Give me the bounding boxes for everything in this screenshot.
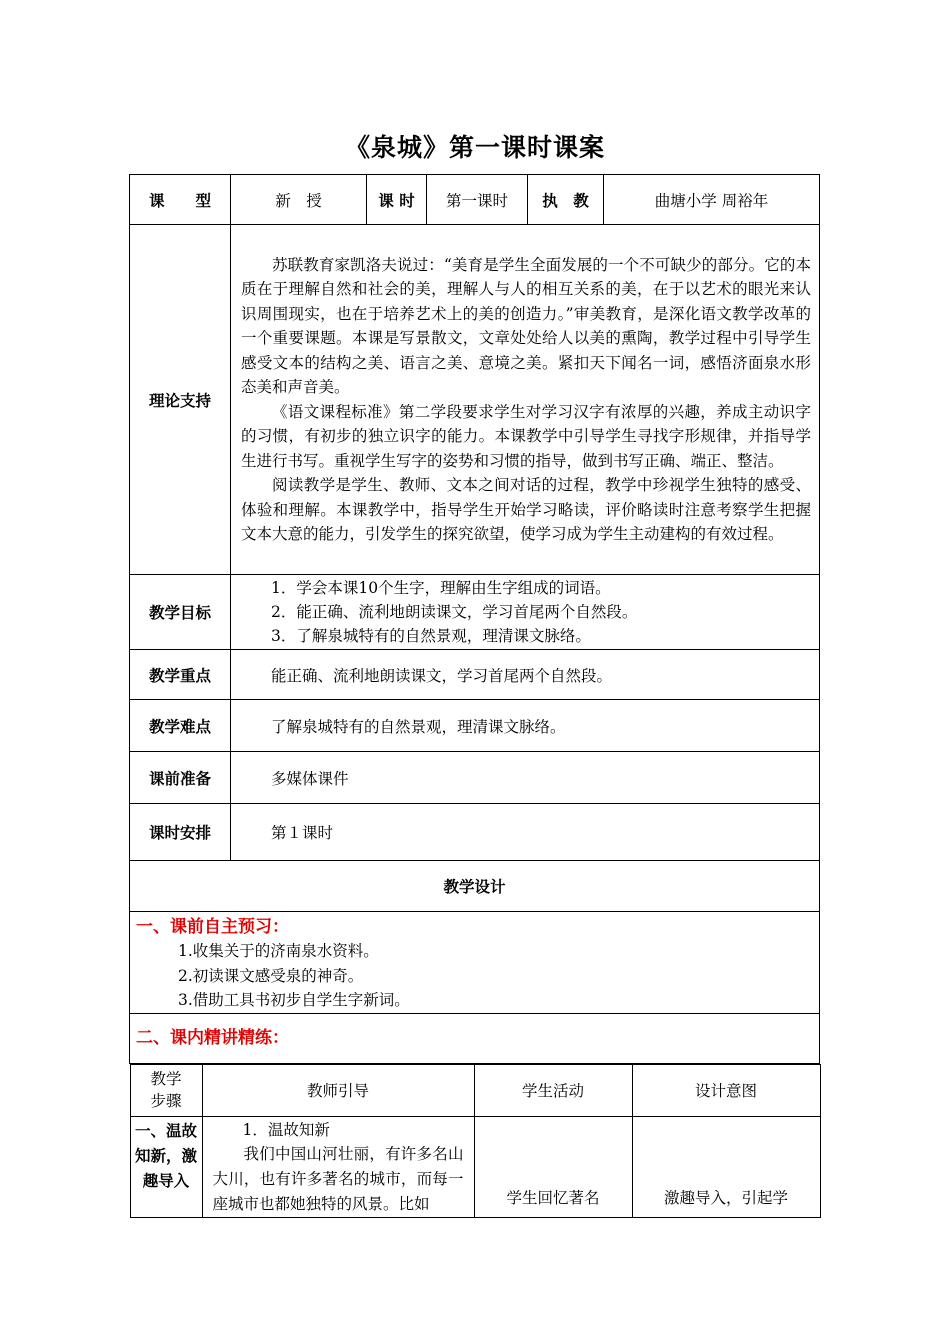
section-two-cell: [130, 1013, 820, 1063]
goal-item: 3．了解泉城特有的自然景观，理清课文脉络。: [271, 627, 591, 645]
goals-content: [231, 575, 820, 650]
preview-item: 2.初读课文感受泉的神奇。: [178, 966, 364, 985]
col-student-header: 学生活动: [474, 1064, 632, 1116]
preparation-label: 课前准备: [130, 752, 231, 804]
section-two-title: 二、课内精讲精练：: [136, 1028, 289, 1048]
schedule-label: 课时安排: [130, 804, 231, 861]
document-title: 《泉城》第一课时课案: [344, 133, 605, 162]
theory-paragraph: 苏联教育家凯洛夫说过：“美育是学生全面发展的一个不可缺少的部分。它的本质在于理解自然和社会的美，理解人与人的相互关系的美，在于以艺术的眼光来认识周围现实，也在于培养艺术上的美的创造力。”审美教育，是深化语文教学改革的一个重要课题。本课是写景散文，文章处处给人以美的熏陶，教学过程中引导学生感受文本的结构之美、语言之美、意境之美。紧扣天下闻名一词，感悟济面泉水形态美和声音美。: [241, 255, 811, 396]
step-one-intent: 激趣导入，引起学: [632, 1116, 820, 1218]
preview-item: 3.借助工具书初步自学生字新词。: [178, 991, 410, 1009]
difficulty-row: [130, 700, 820, 752]
preparation-value: 多媒体课件: [231, 752, 820, 804]
col-teacher-header: 教师引导: [202, 1064, 474, 1116]
teacher-value: 曲塘小学 周裕年: [604, 175, 820, 225]
steps-container: [130, 1063, 820, 1218]
difficulty-label: 教学难点: [130, 700, 231, 752]
steps-header-row: [130, 1064, 820, 1116]
goal-item: 1．学会本课10个生字，理解由生字组成的词语。: [271, 579, 611, 597]
col-step-header: 教学步骤: [130, 1064, 202, 1116]
col-intent-header: 设计意图: [632, 1064, 820, 1116]
step-one-teacher: [202, 1116, 474, 1218]
theory-paragraph: 《语文课程标准》第二学段要求学生对学习汉字有浓厚的兴趣，养成主动识字的习惯，有初步的独立识字的能力。本课教学中引导学生寻找字形规律，并指导学生进行书写。重视学生写字的姿势和习惯的指导，做到书写正确、端正、整洁。: [241, 402, 811, 470]
step-one-row: [130, 1116, 820, 1218]
difficulty-value: 了解泉城特有的自然景观，理清课文脉络。: [231, 700, 820, 752]
type-label: 课 型: [130, 175, 231, 225]
preview-section: [130, 912, 820, 1014]
theory-paragraph: 阅读教学是学生、教师、文本之间对话的过程，教学中珍视学生独特的感受、体验和理解。本课教学中，指导学生开始学习略读，评价略读时注意考察学生把握文本大意的能力，引发学生的探究欲望，使学习成为学生主动建构的有效过程。: [241, 476, 811, 543]
type-value: 新 授: [231, 175, 367, 225]
teacher-label: 执 教: [528, 175, 604, 225]
section-one-title: 一、课前自主预习：: [136, 917, 289, 937]
preview-row: [130, 912, 820, 1014]
teacher-heading: 1．温故知新: [242, 1120, 330, 1139]
preview-item: 1.收集关于的济南泉水资料。: [178, 942, 379, 960]
period-label: 课 时: [367, 175, 427, 225]
teacher-text: 我们中国山河壮丽，有许多名山大川，也有许多著名的城市，而每一座城市也都她独特的风景。比如: [212, 1145, 464, 1213]
key-point-value: 能正确、流利地朗读课文，学习首尾两个自然段。: [231, 650, 820, 700]
key-point-row: [130, 650, 820, 700]
design-header: 教学设计: [130, 861, 820, 912]
schedule-value: 第１课时: [231, 804, 820, 861]
schedule-row: [130, 804, 820, 861]
theory-label: 理论支持: [130, 225, 231, 575]
theory-content: [231, 225, 820, 575]
design-header-row: [130, 861, 820, 912]
header-row: [130, 175, 820, 225]
period-value: 第一课时: [427, 175, 528, 225]
steps-table-row: [130, 1063, 820, 1218]
goal-item: 2．能正确、流利地朗读课文，学习首尾两个自然段。: [271, 603, 638, 621]
preparation-row: [130, 752, 820, 804]
goals-label: 教学目标: [130, 575, 231, 650]
goals-row: [130, 575, 820, 650]
key-point-label: 教学重点: [130, 650, 231, 700]
section-two-row: [130, 1013, 820, 1063]
step-one-student: 学生回忆著名: [474, 1116, 632, 1218]
step-one-label: 一、温故知新，激趣导入: [130, 1116, 202, 1218]
theory-row: [130, 225, 820, 575]
steps-table: [130, 1064, 821, 1219]
lesson-plan-table: [129, 174, 820, 1218]
